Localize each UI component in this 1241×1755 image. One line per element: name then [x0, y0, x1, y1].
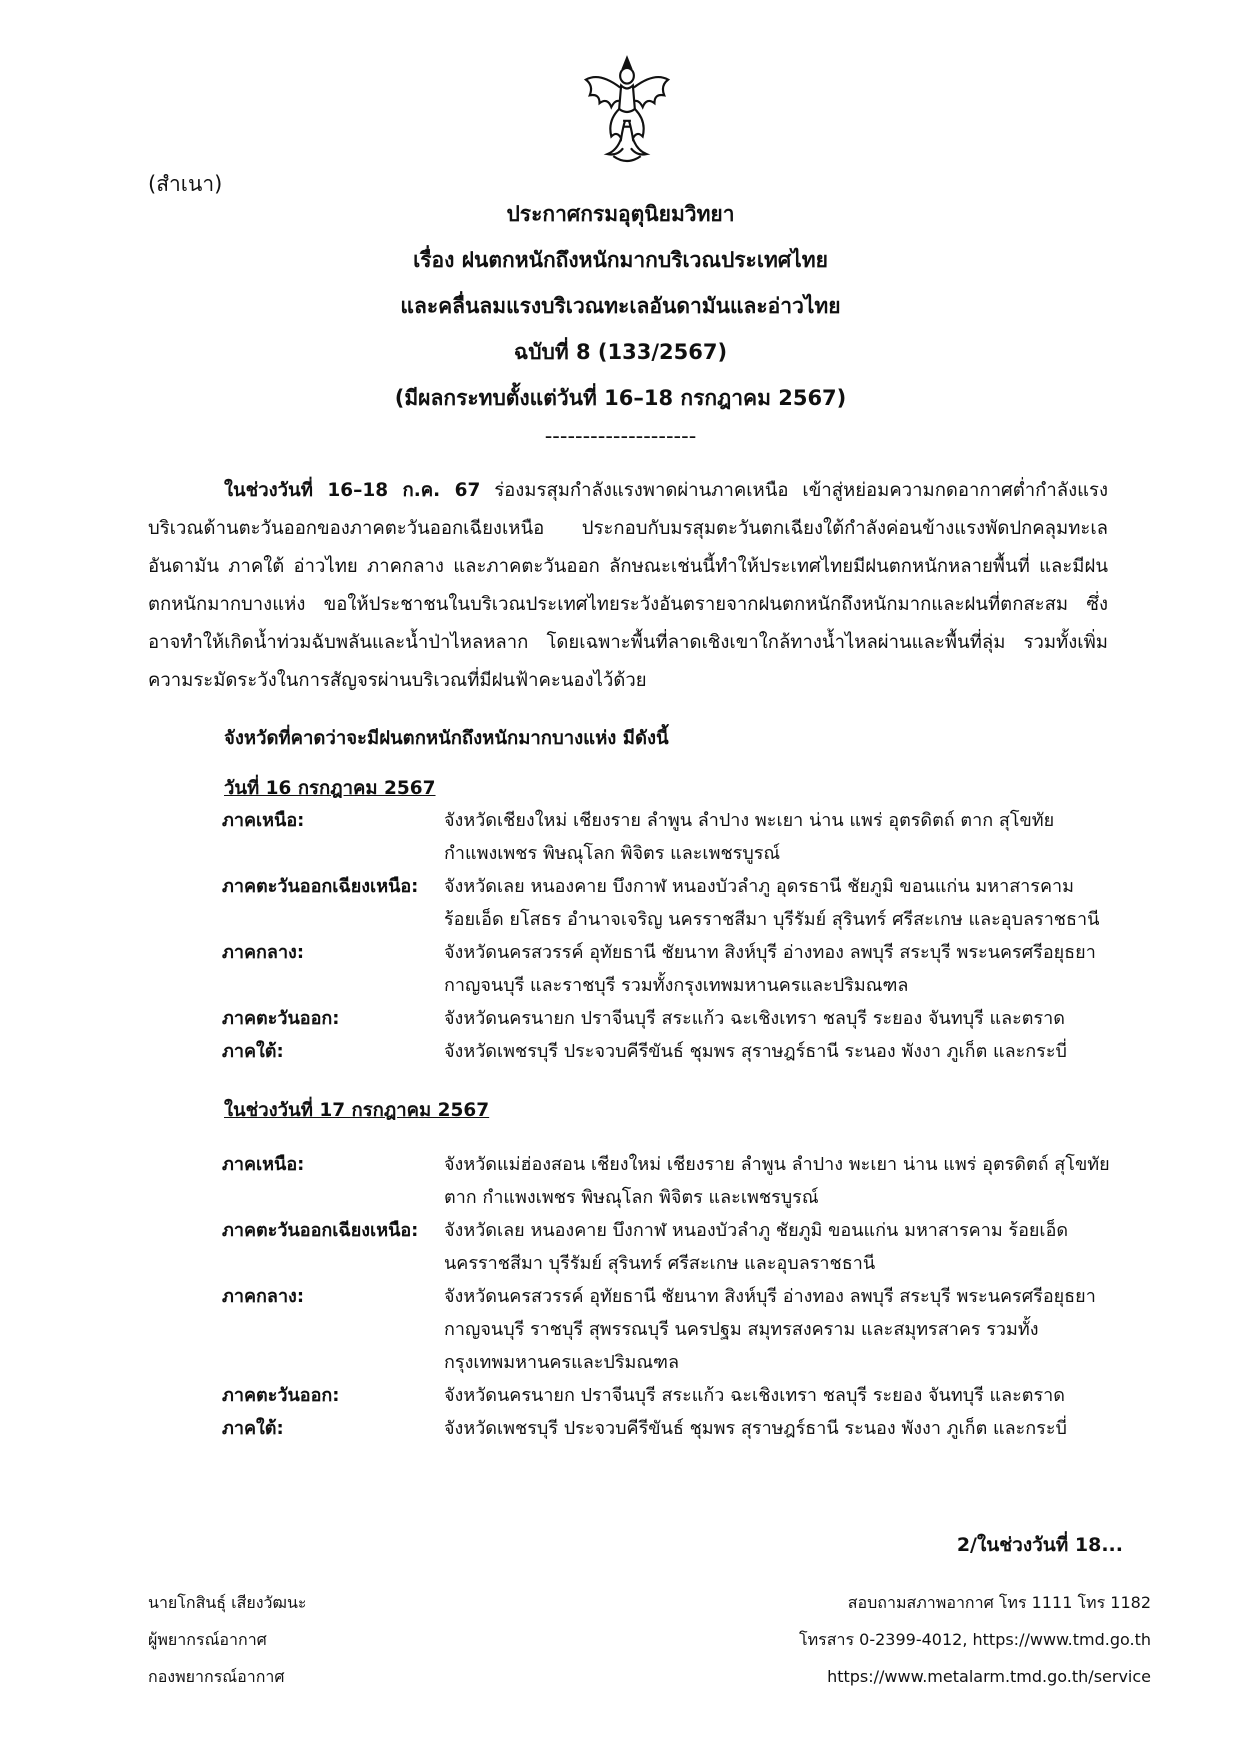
region-name: ภาคใต้:: [222, 1041, 284, 1062]
announcement-issue-number: ฉบับที่ 8 (133/2567): [513, 340, 728, 364]
announcement-org-title: ประกาศกรมอุตุนิยมวิทยา: [506, 202, 735, 226]
announcement-effective-date: (มีผลกระทบตั้งแต่วันที่ 16–18 กรกฎาคม 2567): [394, 386, 847, 410]
announcement-subject-line1: เรื่อง ฝนตกหนักถึงหนักมากบริเวณประเทศไทย: [413, 248, 828, 272]
signer-division: กองพยากรณ์อากาศ: [148, 1667, 285, 1686]
announcement-subject-line2: และคลื่นลมแรงบริเวณทะเลอันดามันและอ่าวไทย: [400, 294, 841, 318]
day2-region-east: [222, 1379, 1122, 1412]
region-name: ภาคตะวันออก:: [222, 1385, 340, 1406]
body-text: ร่องมรสุมกำลังแรงพาดผ่านภาคเหนือ เข้าสู่หย่อมความกดอากาศต่ำกำลังแรงบริเวณด้านตะวันออกของภาคตะวันออกเฉียงเหนือ ประกอบกับมรสุมตะวันตกเฉียงใต้กำลังค่อนข้างแรงพัดปกคลุมทะเลอันดามัน ภาคใต้ อ่าวไทย ภาคกลาง และภาคตะวันออก ลักษณะเช่นนี้ทำให้ประเทศไทยมีฝนตกหนักหลายพื้นที่ และมีฝนตกหนักมากบางแห่ง ขอให้ประชาชนในบริเวณประเทศไทยระวังอันตรายจากฝนตกหนักถึงหนักมากและฝนที่ตกสะสม ซึ่งอาจทำให้เกิดน้ำท่วมฉับพลันและน้ำป่าไหลหลาก โดยเฉพาะพื้นที่ลาดเชิงเขาใกล้ทางน้ำไหลผ่านและพื้นที่ลุ่ม รวมทั้งเพิ่มความระมัดระวังในการสัญจรผ่านบริเวณที่มีฝนฟ้าคะนองไว้ด้วย: [148, 480, 1109, 691]
region-provinces: จังหวัดนครสวรรค์ อุทัยธานี ชัยนาท สิงห์บุรี อ่างทอง ลพบุรี สระบุรี พระนครศรีอยุธยา กาญจนบุรี และราชบุรี รวมทั้งกรุงเทพมหานครและปริมณฑล: [444, 942, 1096, 996]
region-name: ภาคเหนือ:: [222, 810, 305, 831]
day1-title: วันที่ 16 กรกฎาคม 2567: [224, 778, 436, 799]
contact-phone: สอบถามสภาพอากาศ โทร 1111 โทร 1182: [847, 1593, 1151, 1612]
region-name: ภาคตะวันออก:: [222, 1008, 340, 1029]
day2-region-north: [222, 1148, 1122, 1214]
day1-region-east: [222, 1002, 1122, 1035]
day1-region-central: [222, 936, 1122, 1002]
signer-name: นายโกสินธุ์ เสียงวัฒนะ: [148, 1593, 307, 1612]
signer-position: ผู้พยากรณ์อากาศ: [148, 1630, 267, 1649]
day2-region-south: [222, 1412, 1122, 1445]
region-name: ภาคตะวันออกเฉียงเหนือ:: [222, 876, 419, 897]
region-provinces: จังหวัดแม่ฮ่องสอน เชียงใหม่ เชียงราย ลำพูน ลำปาง พะเยา น่าน แพร่ อุตรดิตถ์ สุโขทัย ตาก กำแพงเพชร พิษณุโลก พิจิตร และเพชรบูรณ์: [444, 1154, 1110, 1208]
region-name: ภาคกลาง:: [222, 942, 305, 963]
day2-region-central: [222, 1280, 1122, 1379]
footer-signer: [148, 1584, 307, 1695]
garuda-emblem-icon: [578, 52, 676, 170]
region-name: ภาคเหนือ:: [222, 1154, 305, 1175]
day1-region-northeast: [222, 870, 1122, 936]
region-provinces: จังหวัดเพชรบุรี ประจวบคีรีขันธ์ ชุมพร สุราษฎร์ธานี ระนอง พังงา ภูเก็ต และกระบี่: [444, 1418, 1067, 1439]
day1-region-north: [222, 804, 1122, 870]
region-provinces: จังหวัดเพชรบุรี ประจวบคีรีขันธ์ ชุมพร สุราษฎร์ธานี ระนอง พังงา ภูเก็ต และกระบี่: [444, 1041, 1067, 1062]
region-name: ภาคตะวันออกเฉียงเหนือ:: [222, 1220, 419, 1241]
continued-page-marker: 2/ในช่วงวันที่ 18...: [956, 1534, 1123, 1556]
day2-title: ในช่วงวันที่ 17 กรกฎาคม 2567: [224, 1100, 490, 1121]
body-lead: ในช่วงวันที่ 16–18 ก.ค. 67: [224, 480, 481, 501]
region-name: ภาคใต้:: [222, 1418, 284, 1439]
region-name: ภาคกลาง:: [222, 1286, 305, 1307]
day1-region-south: [222, 1035, 1122, 1068]
contact-fax-web[interactable]: โทรสาร 0-2399-4012, https://www.tmd.go.th: [799, 1630, 1151, 1649]
region-provinces: จังหวัดเชียงใหม่ เชียงราย ลำพูน ลำปาง พะเยา น่าน แพร่ อุตรดิตถ์ ตาก สุโขทัย กำแพงเพชร พิษณุโลก พิจิตร และเพชรบูรณ์: [444, 810, 1055, 864]
region-provinces: จังหวัดเลย หนองคาย บึงกาฬ หนองบัวลำภู ชัยภูมิ ขอนแก่น มหาสารคาม ร้อยเอ็ด นครราชสีมา บุรีรัมย์ สุรินทร์ ศรีสะเกษ และอุบลราชธานี: [444, 1220, 1069, 1274]
day2-region-northeast: [222, 1214, 1122, 1280]
contact-service-link[interactable]: https://www.metalarm.tmd.go.th/service: [827, 1667, 1151, 1686]
region-provinces: จังหวัดเลย หนองคาย บึงกาฬ หนองบัวลำภู อุดรธานี ชัยภูมิ ขอนแก่น มหาสารคาม ร้อยเอ็ด ยโสธร อำนาจเจริญ นครราชสีมา บุรีรัมย์ สุรินทร์ ศรีสะเกษ และอุบลราชธานี: [444, 876, 1100, 930]
region-provinces: จังหวัดนครนายก ปราจีนบุรี สระแก้ว ฉะเชิงเทรา ชลบุรี ระยอง จันทบุรี และตราด: [444, 1385, 1065, 1406]
region-provinces: จังหวัดนครสวรรค์ อุทัยธานี ชัยนาท สิงห์บุรี อ่างทอง ลพบุรี สระบุรี พระนครศรีอยุธยา กาญจนบุรี ราชบุรี สุพรรณบุรี นครปฐม สมุทรสงคราม และสมุทรสาคร รวมทั้งกรุงเทพมหานครและปริมณฑล: [444, 1286, 1096, 1373]
header-divider: --------------------: [544, 424, 697, 448]
footer-contact: [799, 1584, 1151, 1695]
region-provinces: จังหวัดนครนายก ปราจีนบุรี สระแก้ว ฉะเชิงเทรา ชลบุรี ระยอง จันทบุรี และตราด: [444, 1008, 1065, 1029]
section-heading: จังหวัดที่คาดว่าจะมีฝนตกหนักถึงหนักมากบางแห่ง มีดังนี้: [224, 728, 669, 749]
body-paragraph: [148, 472, 1108, 700]
copy-mark: (สำเนา): [148, 172, 223, 196]
